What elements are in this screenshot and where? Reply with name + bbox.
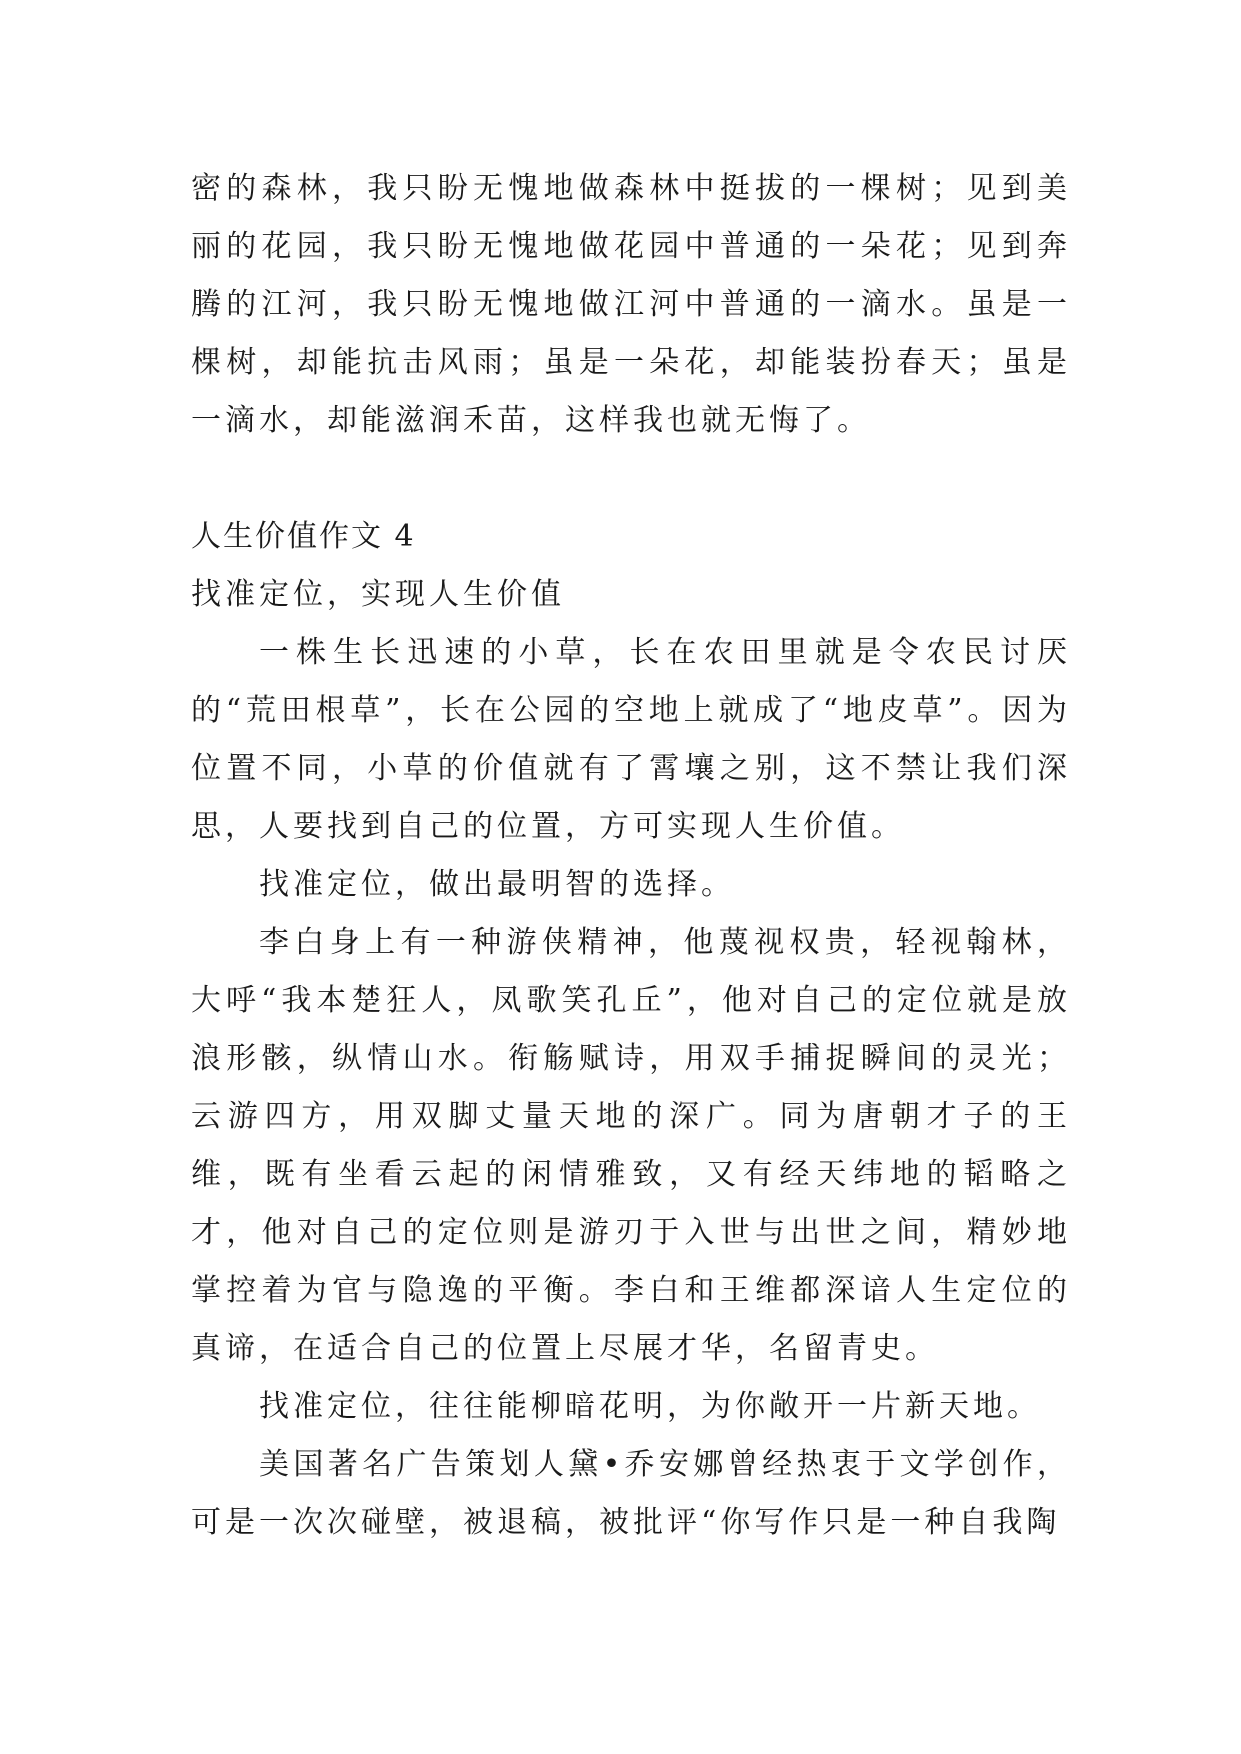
body-paragraph: 找准定位，做出最明智的选择。 xyxy=(259,867,735,902)
essay-title: 找准定位，实现人生价值 xyxy=(191,577,565,612)
document-body xyxy=(191,160,1071,1552)
body-paragraph: 找准定位，往往能柳暗花明，为你敞开一片新天地。 xyxy=(259,1389,1041,1424)
body-paragraph: 美国著名广告策划人黛•乔安娜曾经热衷于文学创作，可是一次次碰壁，被退稿，被批评“你写作只是一种自我陶 xyxy=(191,1447,1071,1540)
essay-heading: 人生价值作文 4 xyxy=(191,519,416,554)
intro-paragraph: 密的森林，我只盼无愧地做森林中挺拔的一棵树；见到美丽的花园，我只盼无愧地做花园中普通的一朵花；见到奔腾的江河，我只盼无愧地做江河中普通的一滴水。虽是一棵树，却能抗击风雨；虽是一朵花，却能装扮春天；虽是一滴水，却能滋润禾苗，这样我也就无悔了。 xyxy=(191,171,1071,438)
body-paragraph: 一株生长迅速的小草，长在农田里就是令农民讨厌的“荒田根草”，长在公园的空地上就成了“地皮草”。因为位置不同，小草的价值就有了霄壤之别，这不禁让我们深思，人要找到自己的位置，方可实现人生价值。 xyxy=(191,635,1071,844)
paragraph-gap xyxy=(191,450,1071,508)
body-paragraph: 李白身上有一种游侠精神，他蔑视权贵，轻视翰林，大呼“我本楚狂人，凤歌笑孔丘”，他对自己的定位就是放浪形骸，纵情山水。衔觞赋诗，用双手捕捉瞬间的灵光；云游四方，用双脚丈量天地的深广。同为唐朝才子的王维，既有坐看云起的闲情雅致，又有经天纬地的韬略之才，他对自己的定位则是游刃于入世与出世之间，精妙地掌控着为官与隐逸的平衡。李白和王维都深谙人生定位的真谛，在适合自己的位置上尽展才华，名留青史。 xyxy=(191,925,1071,1366)
